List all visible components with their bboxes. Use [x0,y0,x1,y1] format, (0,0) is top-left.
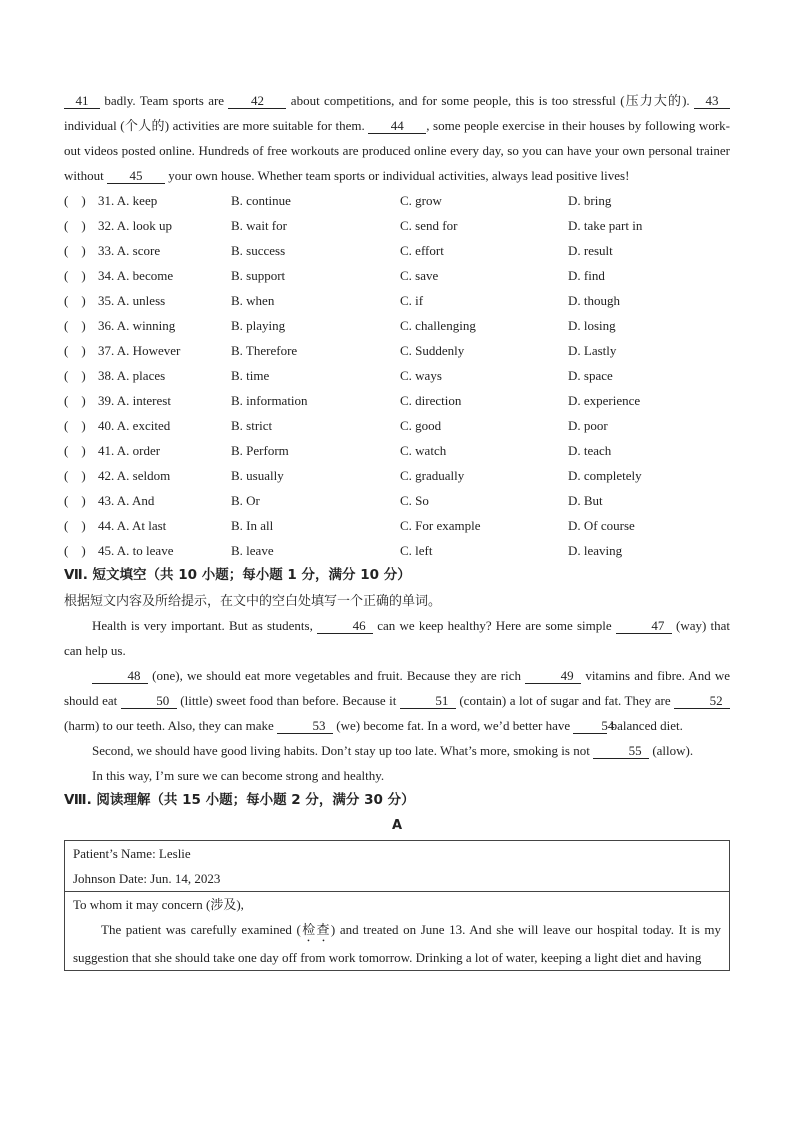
option-d: D. bring [568,193,612,208]
number-dot: . [111,193,117,208]
blank-48: 48 [92,668,148,684]
answer-paren[interactable]: ( ) [64,493,86,508]
paragraph-text: vitamins and fibre. And we should eat [64,668,731,708]
question-row [64,438,730,463]
blank-53: 53 [277,718,333,734]
option-a [98,413,231,438]
blank-50: 50 [121,693,177,709]
question-row [64,363,730,388]
answer-paren[interactable]: ( ) [64,468,86,483]
note-emphasis: 检查 [300,922,331,937]
question-number: 33 [98,243,111,258]
answer-paren[interactable]: ( ) [64,218,86,233]
option-c: C. effort [400,243,444,258]
option-a-text: A. And [116,493,155,508]
option-b: B. leave [231,543,274,558]
question-row [64,188,730,213]
note-text: The patient was carefully examined ( [101,922,301,937]
paragraph-text: Health is very important. But as students, [92,618,313,633]
question-row [64,538,730,563]
option-a-text: A. score [116,243,161,258]
option-d: D. poor [568,418,608,433]
blank-47: 47 [616,618,672,634]
option-a [98,538,231,563]
blank-43: 43 [694,93,730,109]
option-a [98,363,231,388]
blank-41: 41 [64,93,100,109]
blank-54: 54 [573,718,607,734]
answer-paren[interactable]: ( ) [64,368,86,383]
question-row [64,388,730,413]
section-7-paragraph-1 [64,613,730,663]
number-dot: . [111,543,117,558]
blank-45: 45 [107,168,165,184]
question-row [64,263,730,288]
option-c: C. challenging [400,318,476,333]
answer-paren[interactable]: ( ) [64,393,86,408]
option-c: C. So [400,493,429,508]
passage-text: your own house. Whether team sports or individual activities, always lead positive lives! [168,168,630,183]
option-c: C. save [400,268,439,283]
option-a [98,513,231,538]
question-row [64,313,730,338]
question-row [64,338,730,363]
option-a-text: A. seldom [116,468,171,483]
option-a-text: A. keep [116,193,158,208]
question-row [64,463,730,488]
answer-paren[interactable]: ( ) [64,193,86,208]
option-a-text: A. become [116,268,174,283]
question-number: 42 [98,468,111,483]
blank-52: 52 [674,693,730,709]
option-b: B. Perform [231,443,289,458]
section-7-paragraph-2 [64,663,730,738]
exam-page [64,88,730,971]
option-a [98,388,231,413]
medical-note-box [64,840,730,971]
option-a [98,238,231,263]
option-c: C. grow [400,193,442,208]
answer-paren[interactable]: ( ) [64,318,86,333]
blank-42: 42 [228,93,286,109]
number-dot: . [111,243,117,258]
question-number: 31 [98,193,111,208]
question-number: 41 [98,443,111,458]
option-b: B. strict [231,418,273,433]
answer-paren[interactable]: ( ) [64,343,86,358]
blank-44: 44 [368,118,426,134]
option-c: C. send for [400,218,458,233]
patient-name: Patient’s Name: Leslie [73,846,191,861]
option-a-text: A. order [116,443,161,458]
option-b: B. Or [231,493,260,508]
option-d: D. losing [568,318,616,333]
option-d: D. leaving [568,543,623,558]
option-d: D. result [568,243,613,258]
paragraph-text: (harm) to our teeth. Also, they can make [64,718,274,733]
number-dot: . [111,443,117,458]
question-number: 37 [98,343,111,358]
option-c: C. direction [400,393,462,408]
paragraph-text: can we keep healthy? Here are some simple [377,618,612,633]
option-a [98,463,231,488]
option-b: B. support [231,268,286,283]
option-b: B. playing [231,318,286,333]
option-a [98,313,231,338]
option-d: D. experience [568,393,641,408]
blank-49: 49 [525,668,581,684]
passage-text: , some people exercise in their houses by following work-out videos posted online. Hundreds of free workouts are produced online every day, so you can have your own personal trainer without [64,118,730,183]
option-c: C. Suddenly [400,343,465,358]
option-a-text: A. winning [116,318,176,333]
section-7-instruction: 根据短文内容及所给提示，在文中的空白处填写一个正确的单词。 [64,593,442,608]
question-number: 39 [98,393,111,408]
section-8-heading: Ⅷ. 阅读理解（共 15 小题；每小题 2 分，满分 30 分） [64,792,415,808]
option-b: B. Therefore [231,343,298,358]
option-c: C. gradually [400,468,465,483]
option-b: B. information [231,393,308,408]
blank-46: 46 [317,618,373,634]
option-a-text: A. However [116,343,181,358]
option-b: B. wait for [231,218,287,233]
question-number: 34 [98,268,111,283]
answer-paren[interactable]: ( ) [64,293,86,308]
number-dot: . [111,518,117,533]
option-a [98,488,231,513]
question-row [64,288,730,313]
option-a-text: A. unless [116,293,166,308]
option-d: D. Lastly [568,343,617,358]
question-row [64,488,730,513]
paragraph-text: (way) that can help us. [64,618,731,658]
answer-paren[interactable]: ( ) [64,443,86,458]
option-a-text: A. look up [116,218,173,233]
option-b: B. usually [231,468,284,483]
option-a-text: A. interest [116,393,171,408]
section-7-paragraph-3 [64,738,730,763]
answer-paren[interactable]: ( ) [64,243,86,258]
section-7-paragraph-4: In this way, I’m sure we can become strong and healthy. [92,768,385,783]
option-b: B. when [231,293,275,308]
paragraph-text: (contain) a lot of sugar and fat. They are [459,693,671,708]
question-list [64,188,730,563]
passage-end [64,88,730,188]
option-c: C. good [400,418,442,433]
number-dot: . [111,218,117,233]
section-7-heading: Ⅶ. 短文填空（共 10 小题；每小题 1 分，满分 10 分） [64,567,411,583]
answer-paren[interactable]: ( ) [64,418,86,433]
question-row [64,413,730,438]
question-number: 36 [98,318,111,333]
number-dot: . [111,293,117,308]
number-dot: . [111,468,117,483]
question-number: 38 [98,368,111,383]
option-d: D. But [568,493,603,508]
question-number: 44 [98,518,111,533]
option-a [98,288,231,313]
question-number: 32 [98,218,111,233]
answer-paren[interactable]: ( ) [64,268,86,283]
option-b: B. time [231,368,270,383]
option-d: D. Of course [568,518,635,533]
option-c: C. For example [400,518,481,533]
option-a [98,188,231,213]
option-d: D. teach [568,443,612,458]
option-b: B. continue [231,193,291,208]
question-row [64,213,730,238]
part-a-label: A [391,818,403,833]
note-date: Johnson Date: Jun. 14, 2023 [73,871,221,886]
question-row [64,513,730,538]
question-number: 40 [98,418,111,433]
number-dot: . [111,418,117,433]
option-c: C. watch [400,443,447,458]
note-body [65,917,729,970]
number-dot: . [111,493,117,508]
question-number: 43 [98,493,111,508]
paragraph-text: (little) sweet food than before. Because it [180,693,397,708]
option-c: C. left [400,543,433,558]
passage-text: badly. Team sports are [104,93,225,108]
option-a [98,213,231,238]
option-a [98,338,231,363]
paragraph-text: Second, we should have good living habits. Don’t stay up too late. What’s more, smoking is not [92,743,590,758]
option-d: D. though [568,293,620,308]
blank-51: 51 [400,693,456,709]
option-d: D. space [568,368,613,383]
paragraph-text: (we) become fat. In a word, we’d better have [336,718,571,733]
passage-text: individual (个人的) activities are more suitable for them. [64,118,365,133]
option-d: D. find [568,268,605,283]
option-b: B. success [231,243,286,258]
paragraph-text: (allow). [652,743,694,758]
answer-paren[interactable]: ( ) [64,518,86,533]
number-dot: . [111,343,117,358]
paragraph-text: (one), we should eat more vegetables and fruit. Because they are rich [152,668,522,683]
passage-text: about competitions, and for some people, this is too stressful (压力大的). [290,93,690,108]
question-number: 45 [98,543,111,558]
answer-paren[interactable]: ( ) [64,543,86,558]
option-a-text: A. places [116,368,166,383]
option-a-text: A. excited [116,418,171,433]
paragraph-text: balanced diet. [610,718,683,733]
note-salutation: To whom it may concern (涉及), [73,897,244,912]
number-dot: . [111,318,117,333]
question-number: 35 [98,293,111,308]
note-text: ) and treated on June 13. And she will leave our hospital today. It is my suggestion that she should take one day off from work tomorrow. Drinking a lot of water, keeping a light diet and having [73,922,721,965]
option-c: C. ways [400,368,442,383]
option-d: D. take part in [568,218,643,233]
question-row [64,238,730,263]
number-dot: . [111,368,117,383]
option-a-text: A. to leave [116,543,174,558]
blank-55: 55 [593,743,649,759]
option-b: B. In all [231,518,274,533]
option-a [98,263,231,288]
number-dot: . [111,268,117,283]
option-c: C. if [400,293,424,308]
number-dot: . [111,393,117,408]
option-a-text: A. At last [116,518,167,533]
option-a [98,438,231,463]
option-d: D. completely [568,468,642,483]
